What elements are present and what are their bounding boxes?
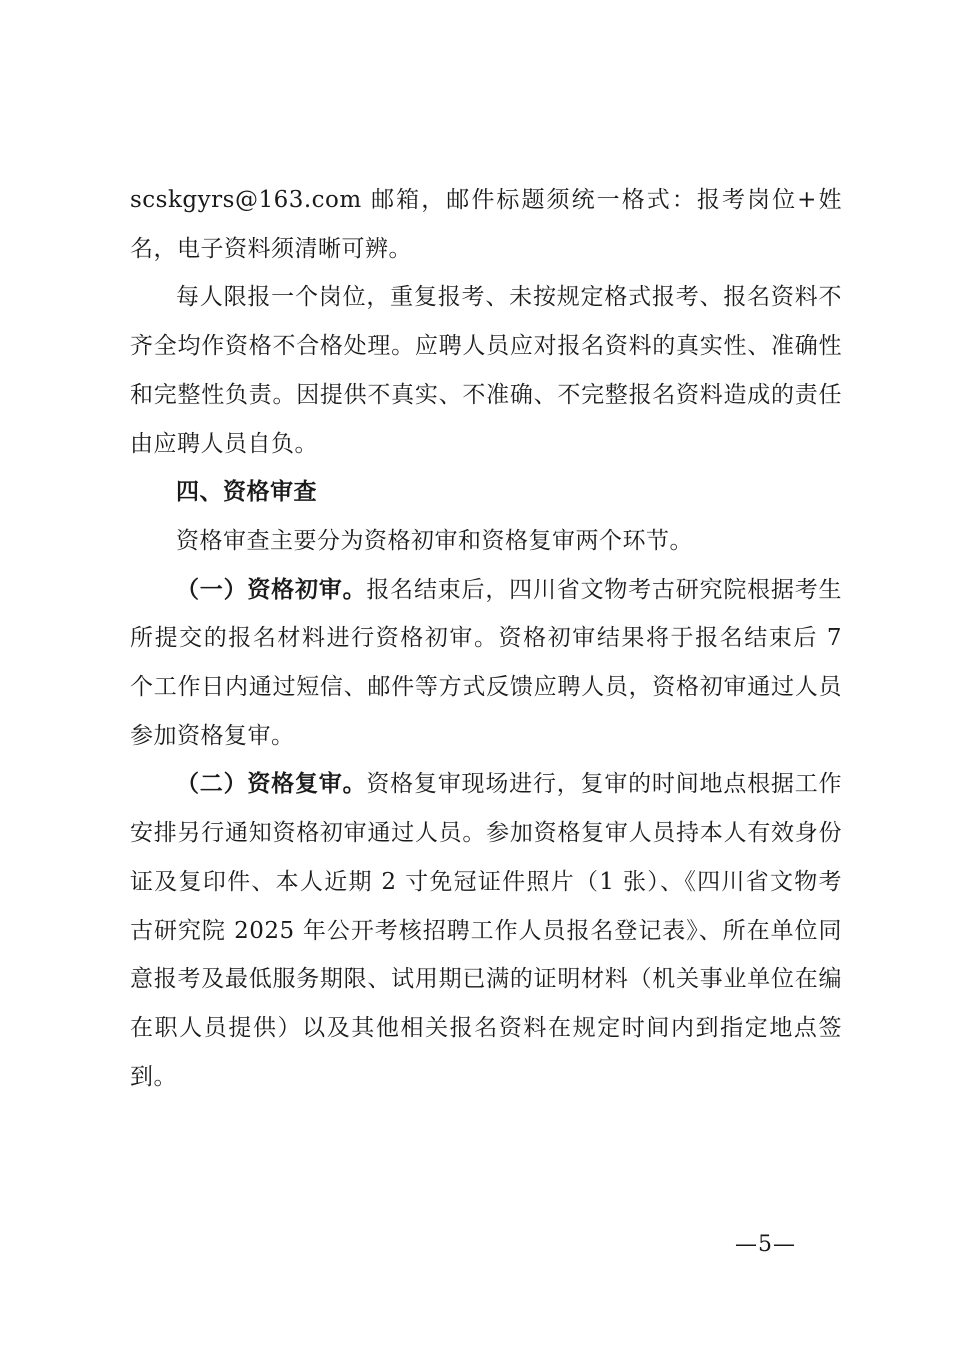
re-review-paragraph: [130, 760, 842, 1101]
document-body: [130, 176, 842, 1101]
page-number: —5—: [735, 1232, 796, 1257]
initial-review-paragraph: [130, 566, 842, 761]
section-heading: 四、资格审查: [176, 479, 317, 506]
single-post-rule-paragraph: 每人限报一个岗位，重复报考、未按规定格式报考、报名资料不齐全均作资格不合格处理。应聘人员应对报名资料的真实性、准确性和完整性负责。因提供不真实、不准确、不完整报名资料造成的责任由应聘人员自负。: [130, 284, 842, 457]
review-intro-paragraph: 资格审查主要分为资格初审和资格复审两个环节。: [176, 527, 693, 554]
re-review-text: 资格复审现场进行，复审的时间地点根据工作安排另行通知资格初审通过人员。参加资格复审人员持本人有效身份证及复印件、本人近期 2 寸免冠证件照片（1 张）、《四川省文物考古研究院 2025 年公开考核招聘工作人员报名登记表》、所在单位同意报考及最低服务期限、试用期已满的证明材料（机关事业单位在编在职人员提供）以及其他相关报名资料在规定时间内到指定地点签到。: [130, 771, 843, 1090]
initial-review-text: 报名结束后，四川省文物考古研究院根据考生所提交的报名材料进行资格初审。资格初审结果将于报名结束后 7 个工作日内通过短信、邮件等方式反馈应聘人员，资格初审通过人员参加资格复审。: [130, 576, 843, 749]
email-paragraph: scskgyrs@163.com 邮箱，邮件标题须统一格式：报考岗位+姓名，电子资料须清晰可辨。: [130, 187, 842, 262]
re-review-label: （二）资格复审。: [176, 770, 367, 798]
initial-review-label: （一）资格初审。: [176, 575, 367, 603]
